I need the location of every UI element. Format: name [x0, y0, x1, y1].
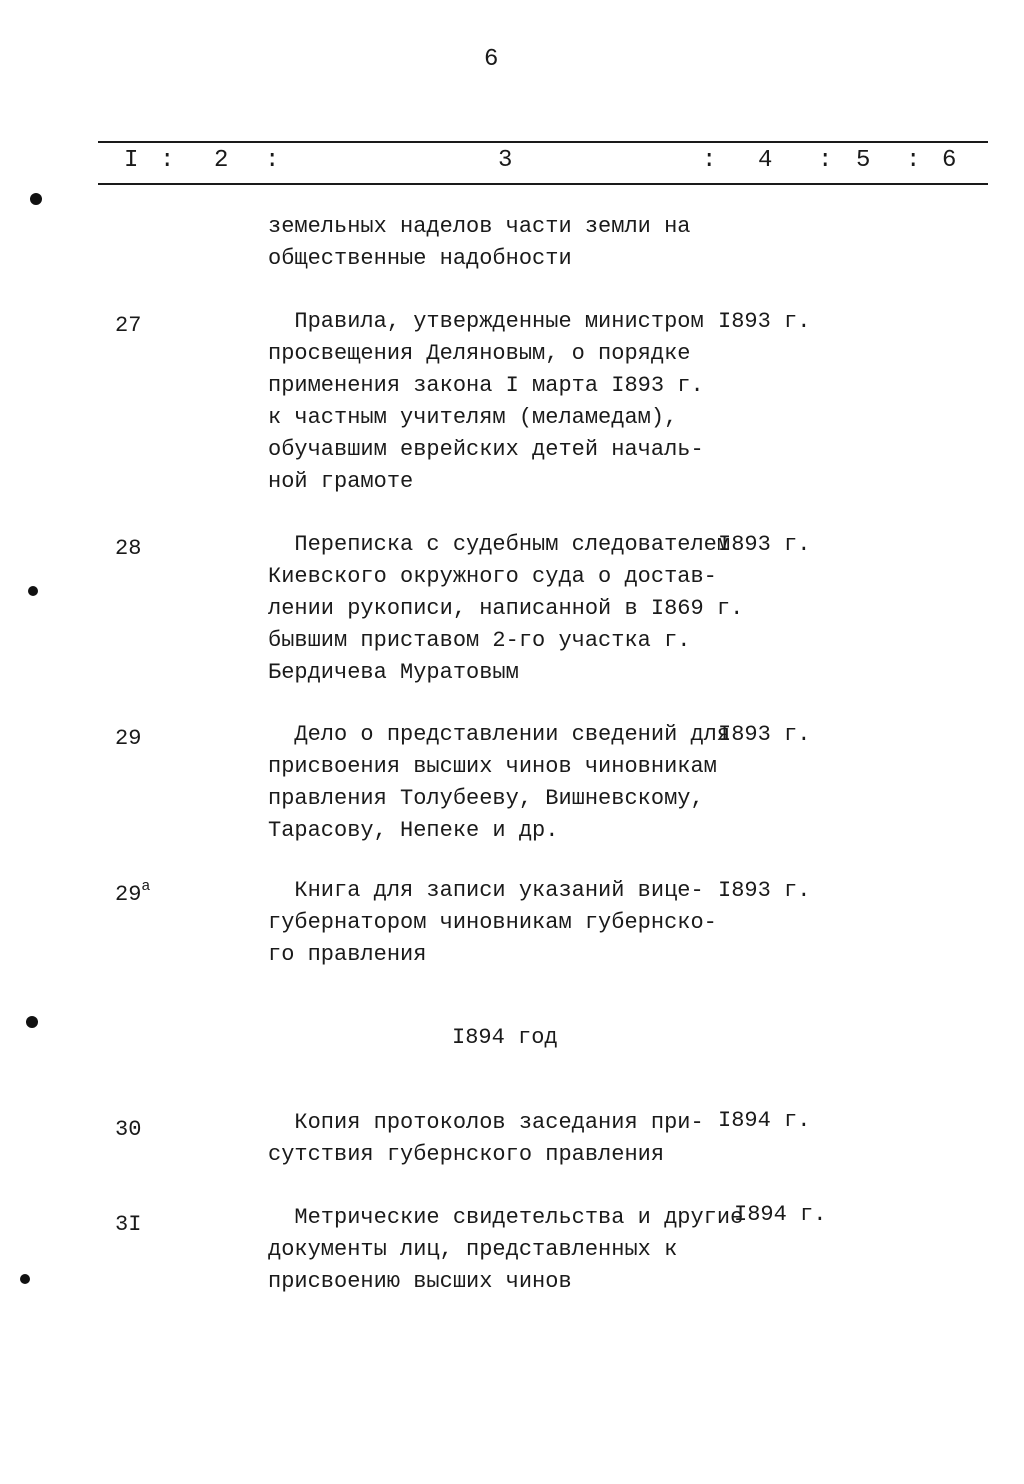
year-heading: I894 год	[452, 1025, 558, 1050]
column-header-2: 2	[214, 147, 229, 174]
continuation-text: земельных наделов части земли на общественные надобности	[268, 214, 691, 271]
row-title: Метрические свидетельства и другие документы лиц, представленных к присвоению высших чинов	[268, 1205, 744, 1294]
row-date: I893 г.	[718, 532, 811, 557]
row-title: Правила, утвержденные министром просвещения Деляновым, о порядке применения закона I марта I893 г. к частным учителям (меламедам), обучавшим еврейских детей началь- ной грамоте	[268, 309, 704, 494]
header-rule-top	[98, 141, 988, 143]
row-number: 30	[115, 1117, 142, 1142]
row-number: $29^а$	[115, 878, 151, 907]
row-date: I893 г.	[718, 309, 811, 334]
column-header-1: I	[124, 147, 139, 174]
row-number: 3I	[115, 1212, 142, 1237]
punch-hole	[20, 1274, 30, 1284]
column-header-3: 3	[498, 147, 513, 174]
header-rule-bottom	[98, 183, 988, 185]
column-separator: :	[265, 147, 280, 174]
row-number: 29	[115, 726, 142, 751]
row-title: Переписка с судебным следователем Киевского окружного суда о достав- лении рукописи, написанной в I869 г. бывшим приставом 2-го участка г. Бердичева Муратовым	[268, 532, 744, 685]
row-date: I893 г.	[718, 722, 811, 747]
row-number: 28	[115, 536, 142, 561]
row-title: Книга для записи указаний вице- губернатором чиновникам губернско- го правления	[268, 878, 717, 967]
row-title: Копия протоколов заседания при- сутствия губернского правления	[268, 1110, 704, 1167]
row-date: I894 г.	[734, 1202, 827, 1227]
punch-hole	[30, 193, 42, 205]
column-separator: :	[702, 147, 717, 174]
column-header-6: 6	[942, 147, 957, 174]
column-header-5: 5	[856, 147, 871, 174]
column-separator: :	[160, 147, 175, 174]
row-number: 27	[115, 313, 142, 338]
punch-hole	[28, 586, 38, 596]
column-header-4: 4	[758, 147, 773, 174]
column-separator: :	[906, 147, 921, 174]
row-date: I894 г.	[718, 1108, 811, 1133]
punch-hole	[26, 1016, 38, 1028]
row-date: I893 г.	[718, 878, 811, 903]
row-title: Дело о представлении сведений для присвоения высших чинов чиновникам правления Толубееву, Вишневскому, Тарасову, Непеке и др.	[268, 722, 731, 843]
column-separator: :	[818, 147, 833, 174]
page-number: 6	[484, 46, 499, 73]
